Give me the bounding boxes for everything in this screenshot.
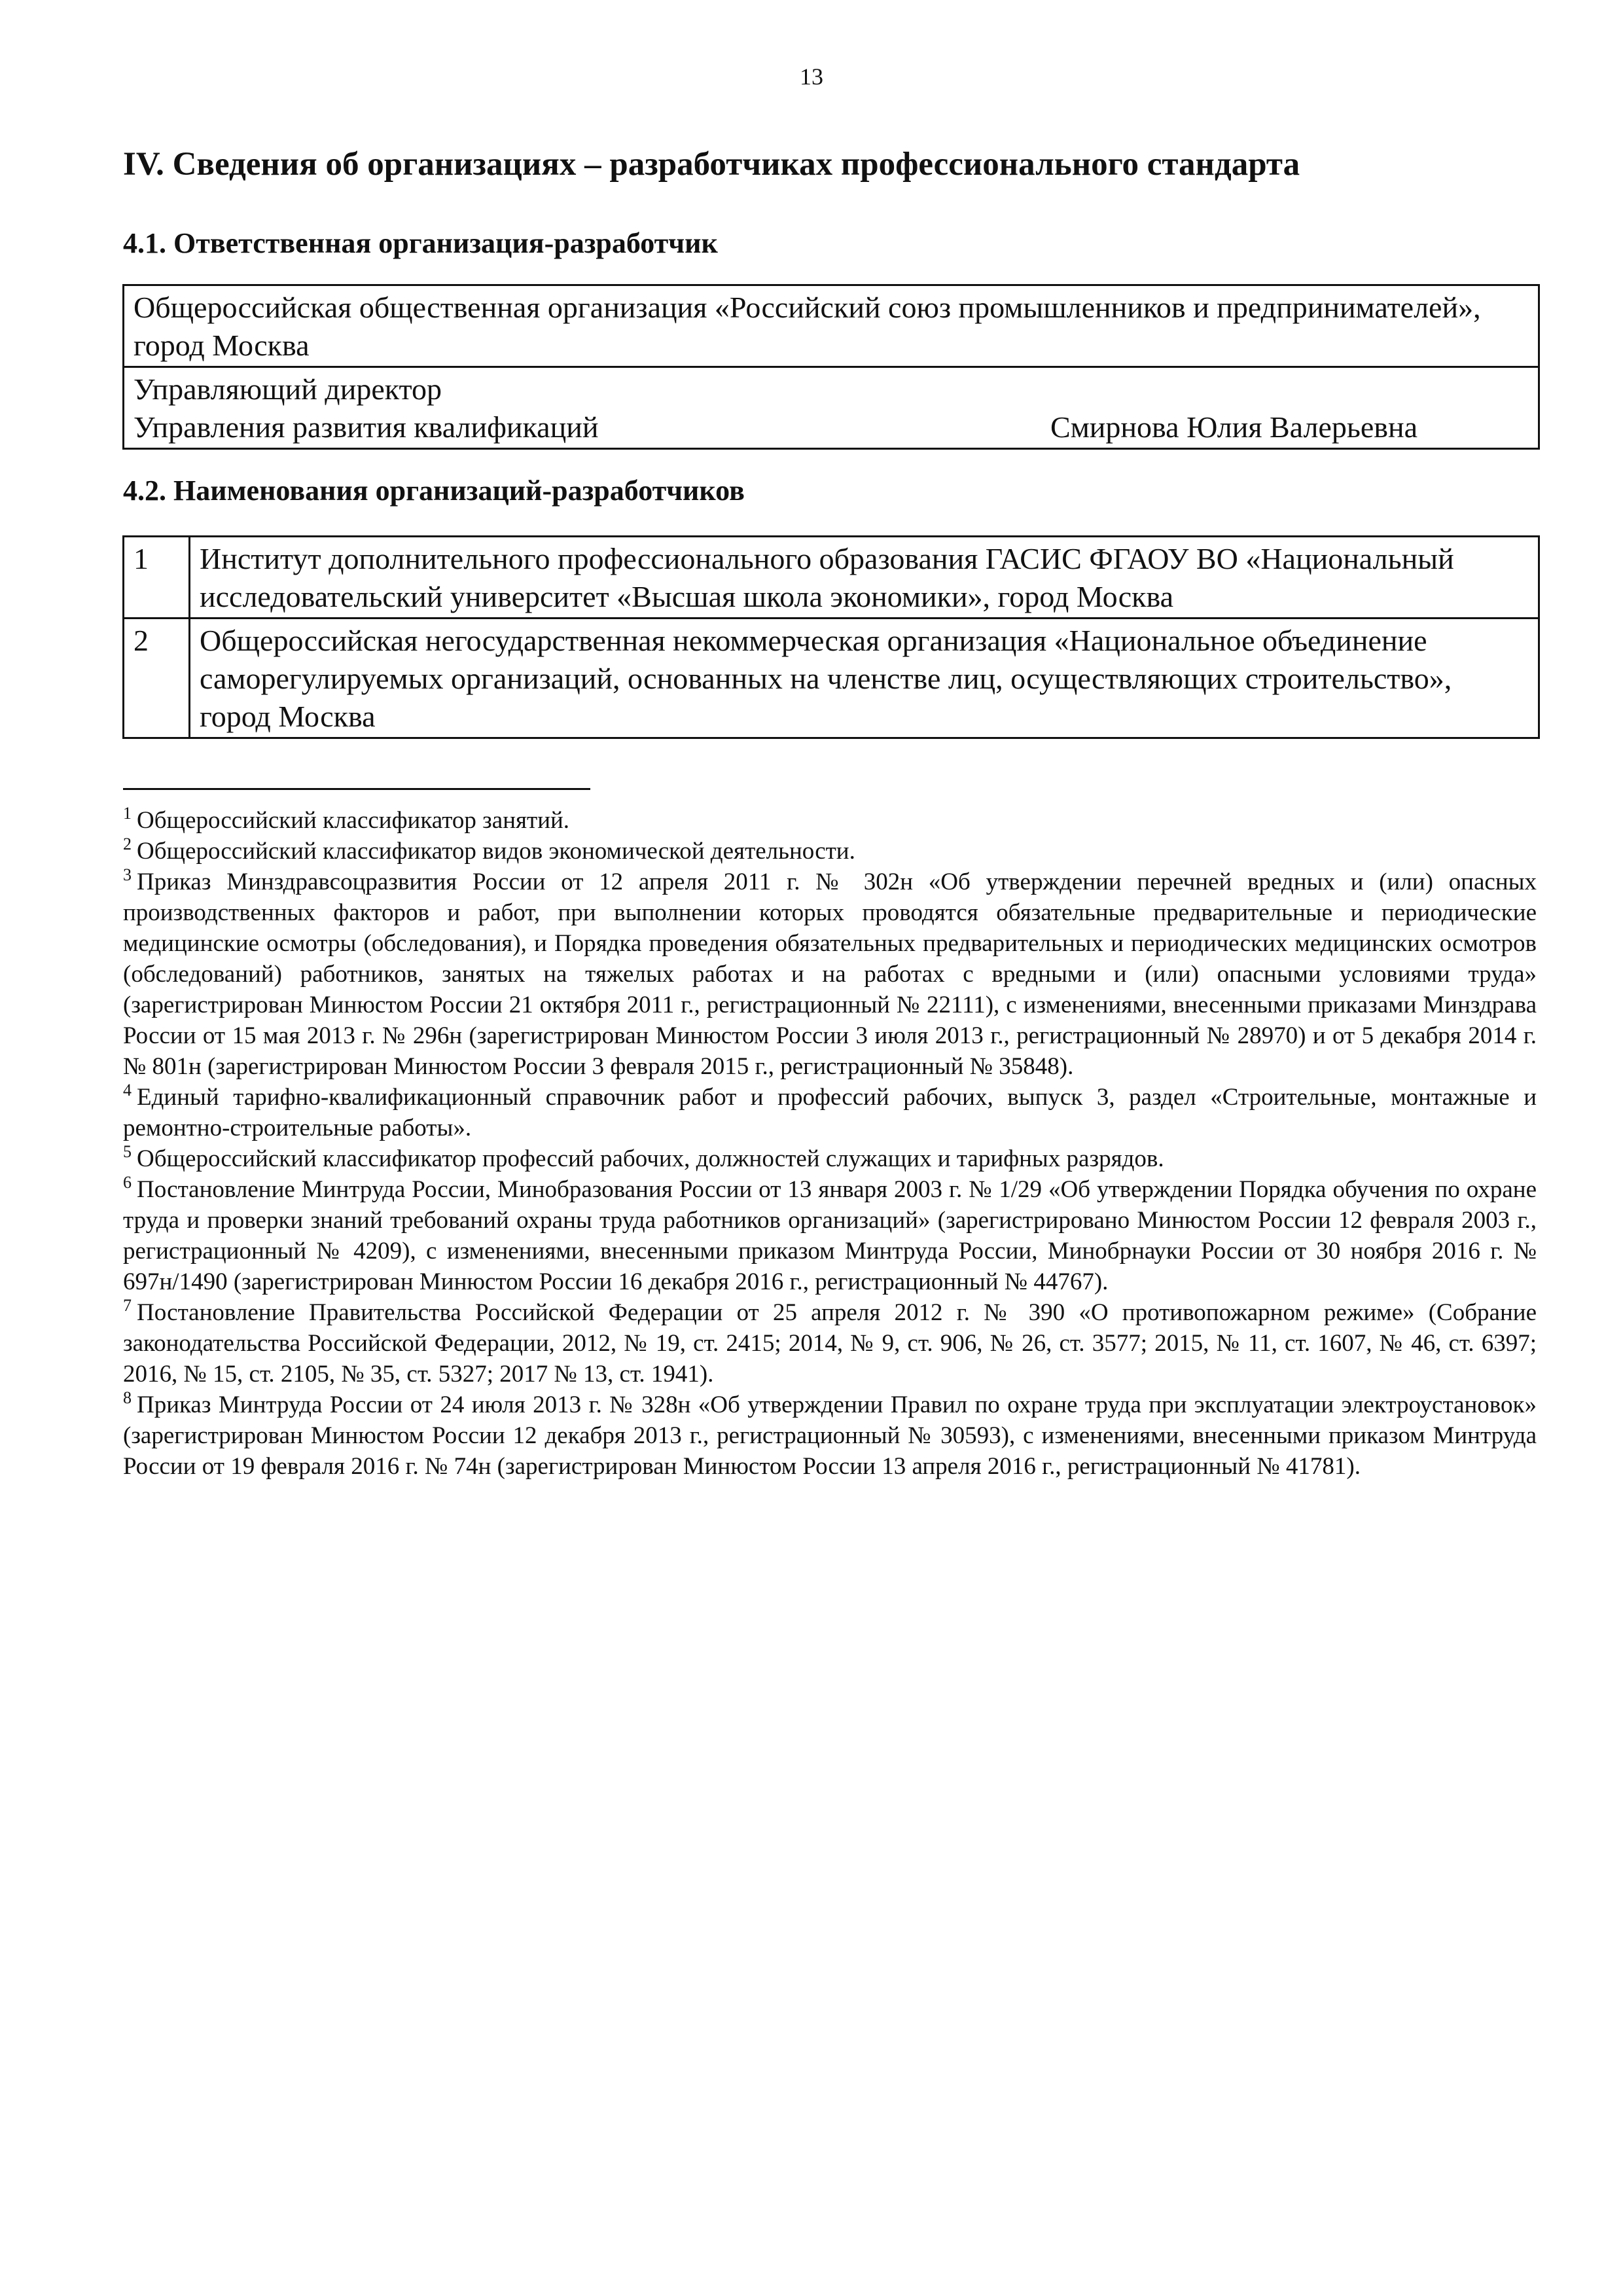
footnote-number: 5 [123, 1142, 132, 1161]
footnote-number: 8 [123, 1388, 132, 1407]
responsible-org-name: Общероссийская общественная организация «Российский союз промышленников и предпринимателей», город Москва [124, 285, 1539, 367]
table-row [124, 537, 1539, 619]
row-number: 2 [124, 619, 190, 738]
footnote-text: Приказ Минтруда России от 24 июля 2013 г. № 328н «Об утверждении Правил по охране труда при эксплуатации электроустановок» (зарегистрирован Минюстом России 12 декабря 2013 г., регистрационный № 30593), с изменениями, внесенными приказом Минтруда России от 19 февраля 2016 г. № 74н (зарегистрирован Минюстом России 13 апреля 2016 г., регистрационный № 41781). [123, 1391, 1537, 1480]
footnote [123, 1143, 1537, 1174]
table-row [124, 619, 1539, 738]
footnote-number: 3 [123, 865, 132, 884]
footnote [123, 1297, 1537, 1390]
footnote-number: 4 [123, 1081, 132, 1100]
footnote-divider [123, 788, 590, 790]
footnote [123, 1082, 1537, 1143]
row-number: 1 [124, 537, 190, 619]
footnote [123, 1174, 1537, 1297]
responsible-org-table [122, 284, 1540, 450]
footnote-number: 2 [123, 834, 132, 853]
table-row [124, 367, 1539, 449]
page-number: 13 [800, 63, 823, 90]
footnote-number: 6 [123, 1173, 132, 1192]
footnote-text: Приказ Минздравсоцразвития России от 12 апреля 2011 г. № 302н «Об утверждении перечней вредных и (или) опасных производственных факторов и работ, при выполнении которых проводятся обязательные предварительные и периодические медицинские осмотры (обследования), и Порядка проведения обязательных предварительных и периодических медицинских осмотров (обследований) работников, занятых на тяжелых работах и на работах с вредными и (или) опасными условиями труда» (зарегистрирован Минюстом России 21 октября 2011 г., регистрационный № 22111), с изменениями, внесенными приказами Минздрава России от 15 мая 2013 г. № 296н (зарегистрирован Минюстом России 3 июля 2013 г., регистрационный № 28970) и от 5 декабря 2014 г. № 801н (зарегистрирован Минюстом России 3 февраля 2015 г., регистрационный № 35848). [123, 869, 1537, 1080]
footnote [123, 836, 1537, 867]
developer-org-name: Институт дополнительного профессионального образования ГАСИС ФГАОУ ВО «Национальный исследовательский университет «Высшая школа экономики», город Москва [190, 537, 1539, 619]
signer-name: Смирнова Юлия Валерьевна [1050, 410, 1418, 444]
footnote-text: Общероссийский классификатор профессий рабочих, должностей служащих и тарифных разрядов. [137, 1145, 1164, 1172]
footnote [123, 867, 1537, 1082]
footnote-text: Общероссийский классификатор видов экономической деятельности. [137, 838, 855, 865]
footnote-text: Единый тарифно-квалификационный справочник работ и профессий рабочих, выпуск 3, раздел «Строительные, монтажные и ремонтно-строительные работы». [123, 1084, 1537, 1141]
responsible-org-heading: 4.1. Ответственная организация-разработчик [123, 227, 718, 259]
signer-position-line2: Управления развития квалификаций [134, 410, 599, 444]
footnote [123, 1390, 1537, 1482]
footnotes [123, 805, 1537, 1482]
section-title: IV. Сведения об организациях – разработчиках профессионального стандарта [123, 146, 1300, 183]
developer-orgs-heading: 4.2. Наименования организаций-разработчиков [123, 475, 745, 507]
developer-org-name: Общероссийская негосударственная некоммерческая организация «Национальное объединение саморегулируемых организаций, основанных на членстве лиц, осуществляющих строительство», город Москва [190, 619, 1539, 738]
footnote-text: Постановление Минтруда России, Минобразования России от 13 января 2003 г. № 1/29 «Об утверждении Порядка обучения по охране труда и проверки знаний требований охраны труда работников организаций» (зарегистрировано Минюстом России 12 февраля 2003 г., регистрационный № 4209), с изменениями, внесенными приказом Минтруда России, Минобрнауки России от 30 ноября 2016 г. № 697н/1490 (зарегистрирован Минюстом России 16 декабря 2016 г., регистрационный № 44767). [123, 1176, 1537, 1295]
footnote-text: Постановление Правительства Российской Федерации от 25 апреля 2012 г. № 390 «О противопожарном режиме» (Собрание законодательства Российской Федерации, 2012, № 19, ст. 2415; 2014, № 9, ст. 906, № 26, ст. 3577; 2015, № 11, ст. 1607, № 46, ст. 6397; 2016, № 15, ст. 2105, № 35, ст. 5327; 2017 № 13, ст. 1941). [123, 1299, 1537, 1388]
signer-row [134, 408, 1529, 446]
signer-position-line1: Управляющий директор [134, 372, 442, 406]
developer-orgs-table [122, 535, 1540, 739]
table-row [124, 285, 1539, 367]
footnote [123, 805, 1537, 836]
footnote-text: Общероссийский классификатор занятий. [137, 807, 570, 834]
footnote-number: 7 [123, 1296, 132, 1315]
footnote-number: 1 [123, 804, 132, 823]
signer-cell [124, 367, 1539, 449]
